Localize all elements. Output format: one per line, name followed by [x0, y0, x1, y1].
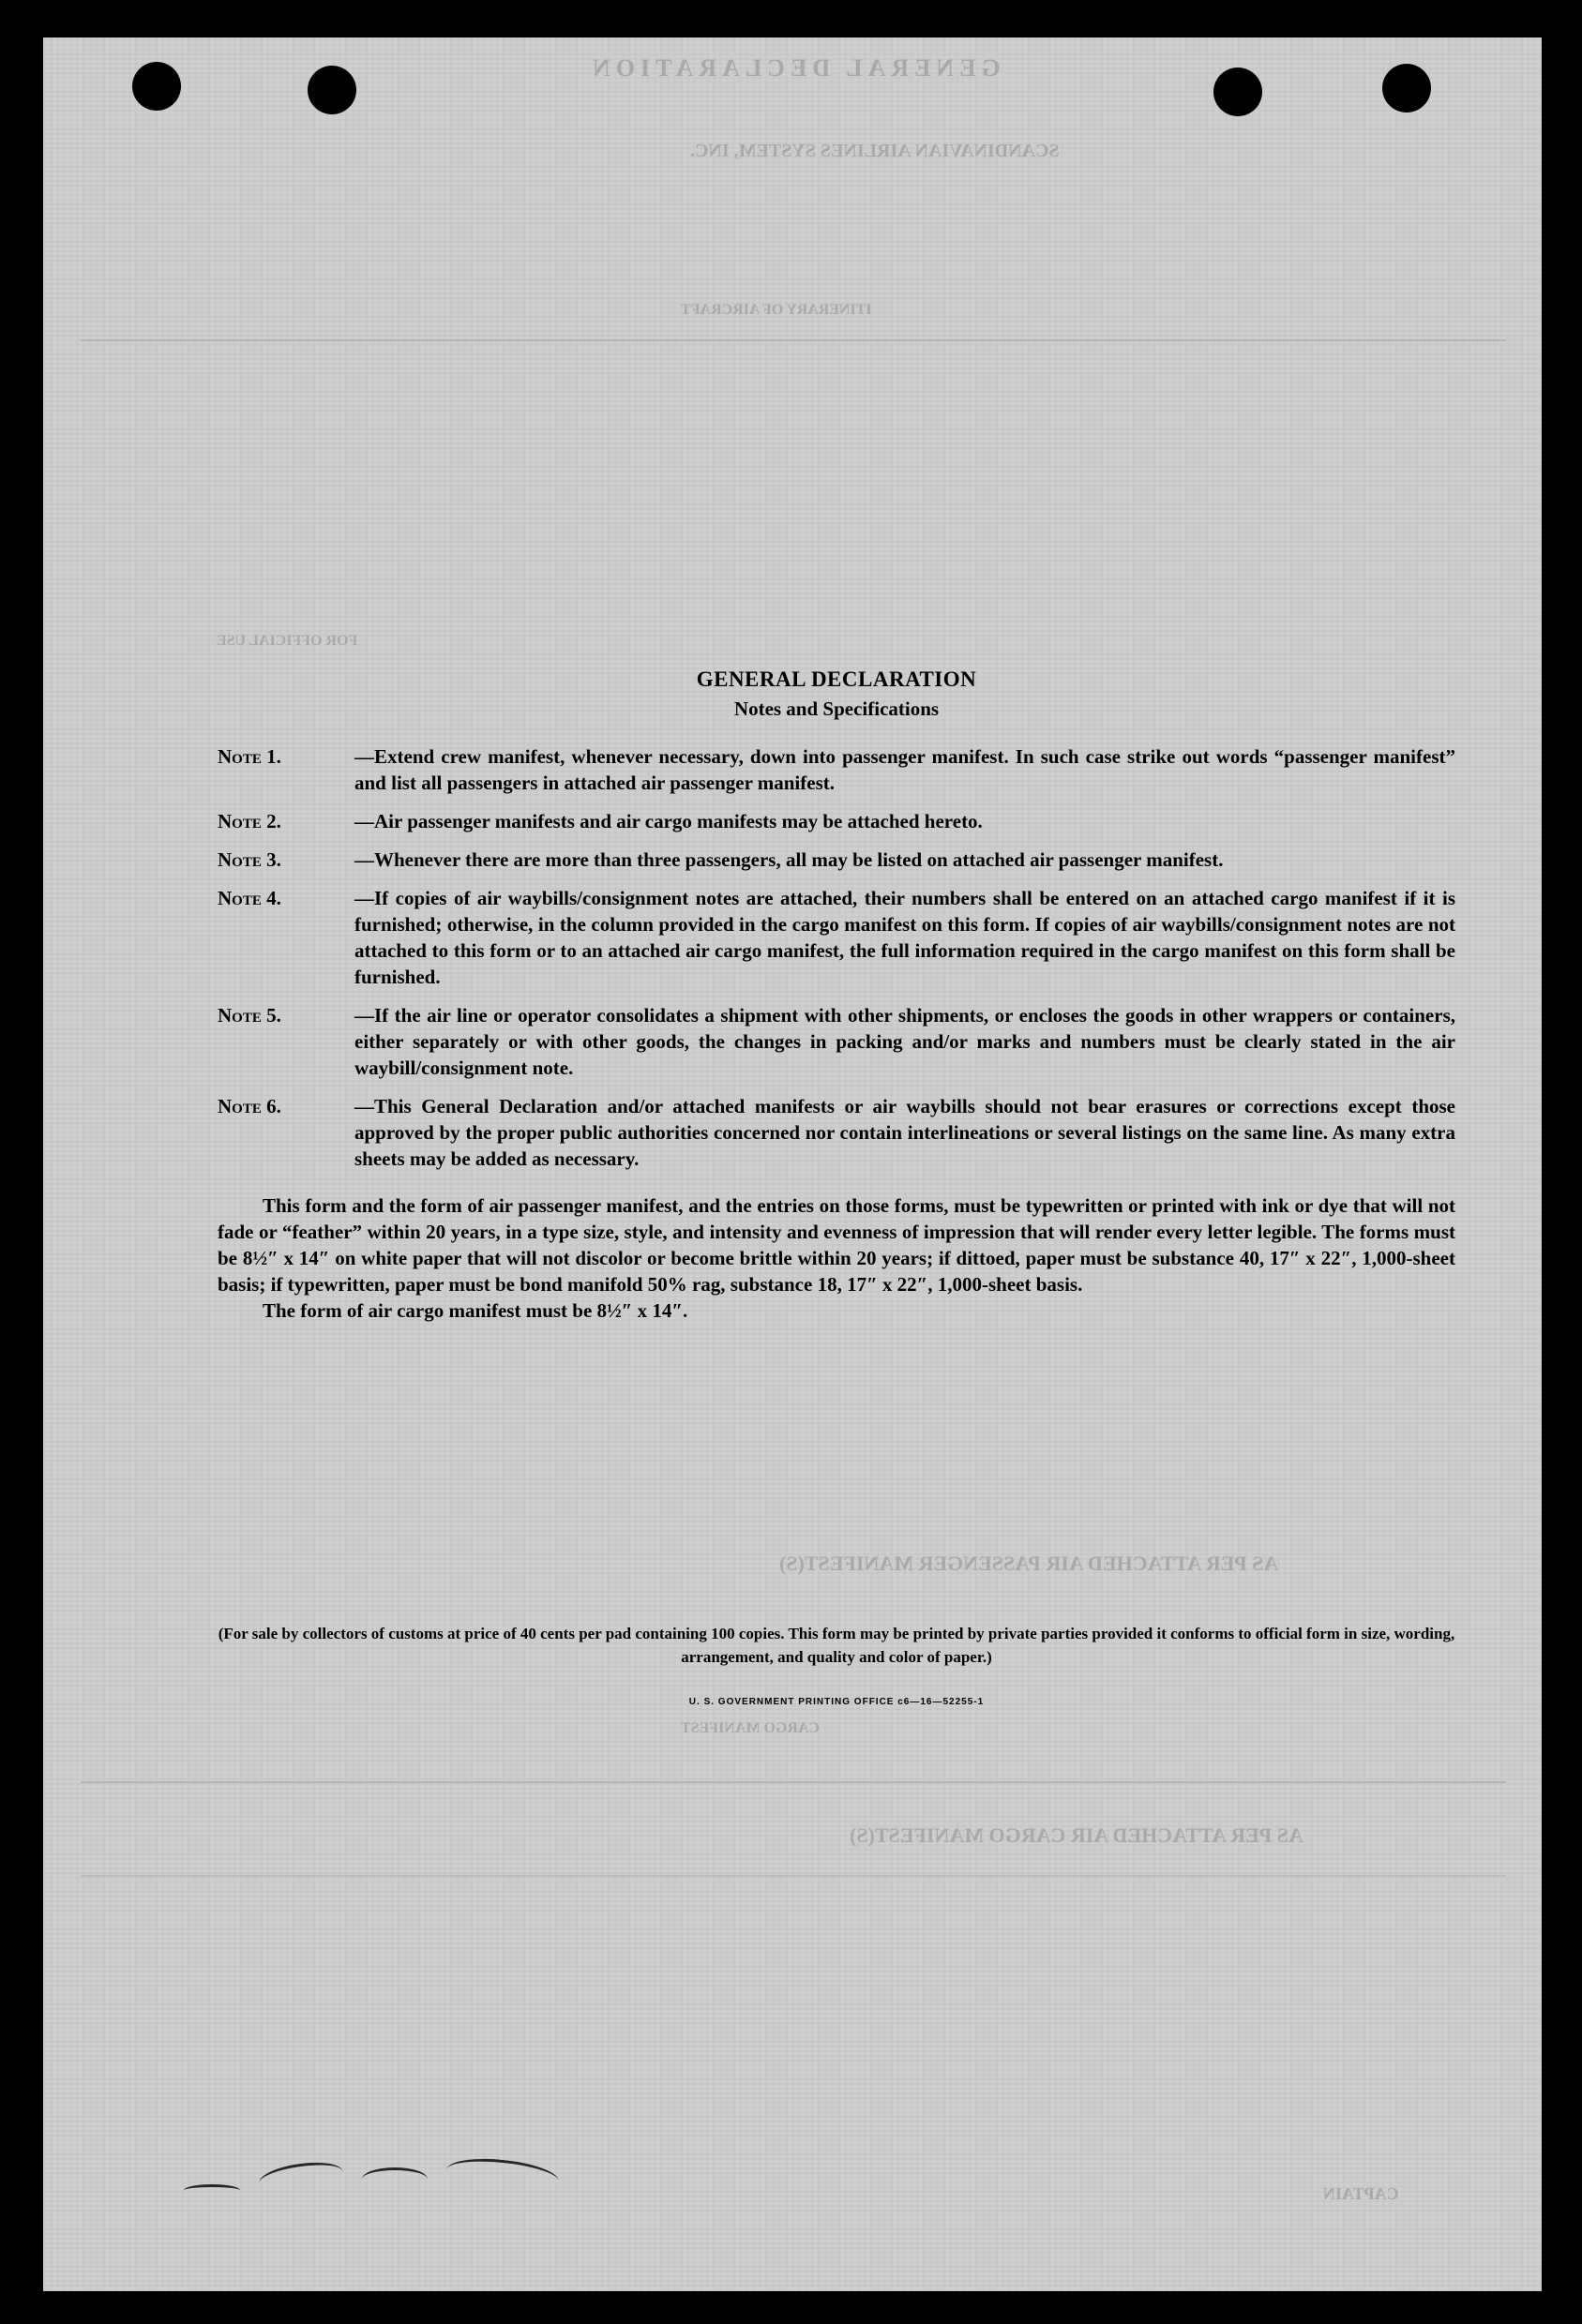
note-label: Note 5. — [218, 1004, 281, 1027]
ghost-rule — [81, 1781, 1506, 1783]
note-label: Note 6. — [218, 1095, 281, 1117]
document-page — [43, 37, 1542, 2291]
cargo-manifest-size-line: The form of air cargo manifest must be 8½″ x 14″. — [263, 1299, 688, 1322]
signature — [184, 2156, 606, 2194]
punch-hole-right-1 — [1213, 67, 1262, 116]
ghost-rule — [81, 1875, 1506, 1877]
ghost-cargo-manifest: AS PER ATTACHED AIR CARGO MANIFEST(S) — [850, 1823, 1303, 1847]
notes-section — [218, 667, 1455, 1324]
ghost-header: GENERAL DECLARATION — [587, 54, 1001, 82]
ghost-rule — [81, 339, 1506, 341]
note-1 — [218, 743, 1455, 796]
note-4 — [218, 885, 1455, 990]
page-subtitle: Notes and Specifications — [733, 697, 940, 720]
note-text: —This General Declaration and/or attached manifests or air waybills should not bear erasures or corrections except those approved by the proper public authorities concerned nor contain interlineations or several listings on the same line. As many extra sheets may be added as necessary. — [354, 1095, 1455, 1170]
ghost-official-use: FOR OFFICIAL USE — [217, 633, 358, 649]
note-6 — [218, 1093, 1455, 1172]
note-5 — [218, 1002, 1455, 1081]
note-text: —Air passenger manifests and air cargo manifests may be attached hereto. — [354, 810, 983, 832]
page-title: GENERAL DECLARATION — [696, 667, 977, 691]
ghost-passenger-manifest: AS PER ATTACHED AIR PASSENGER MANIFEST(S) — [779, 1552, 1279, 1575]
note-label: Note 4. — [218, 887, 281, 909]
sale-notice: (For sale by collectors of customs at price of 40 cents per pad containing 100 copies. This form may be printed by private parties provided it conforms to official form in size, wording, arrangement, and quality and color of paper.) — [218, 1625, 1455, 1666]
note-text: —If the air line or operator consolidates a shipment with other shipments, or encloses the goods in other wrappers or containers, either separately or with other goods, the changes in packing and/or marks and numbers must be clearly stated in the air waybill/consignment note. — [354, 1004, 1455, 1079]
note-3 — [218, 847, 1455, 873]
punch-hole-left-1 — [132, 62, 181, 111]
note-2 — [218, 808, 1455, 834]
note-label: Note 2. — [218, 810, 281, 832]
ghost-itinerary: ITINERARY OF AIRCRAFT — [681, 302, 872, 318]
note-label: Note 3. — [218, 848, 281, 871]
punch-hole-left-2 — [308, 66, 356, 114]
ghost-operator: SCANDINAVIAN AIRLINES SYSTEM, INC. — [690, 141, 1060, 161]
printer-line: U. S. GOVERNMENT PRINTING OFFICE c6—16—52255-1 — [688, 1697, 985, 1707]
ghost-captain: CAPTAIN — [1323, 2184, 1399, 2203]
note-text: —If copies of air waybills/consignment notes are attached, their numbers shall be entered on an attached cargo manifest if it is furnished; otherwise, in the column provided in the cargo manifest on this form. If copies of air waybills/consignment notes are not attached to this form or to an attached air cargo manifest, the full information required in the cargo manifest on this form shall be furnished. — [354, 887, 1455, 988]
note-label: Note 1. — [218, 745, 281, 768]
punch-hole-right-2 — [1382, 64, 1431, 112]
note-text: —Extend crew manifest, whenever necessary, down into passenger manifest. In such case strike out words “passenger manifest” and list all passengers in attached air passenger manifest. — [354, 745, 1455, 794]
ghost-cargo-heading: CARGO MANIFEST — [681, 1720, 821, 1736]
note-text: —Whenever there are more than three passengers, all may be listed on attached air passenger manifest. — [354, 848, 1224, 871]
specification-paragraph: This form and the form of air passenger manifest, and the entries on those forms, must be typewritten or printed with ink or dye that will not fade or “feather” within 20 years, in a type size, style, and intensity and evenness of impression that will render every letter legible. The forms must be 8½″ x 14″ on white paper that will not discolor or become brittle within 20 years; if dittoed, paper must be substance 40, 17″ x 22″, 1,000-sheet basis; if typewritten, paper must be bond manifold 50% rag, substance 18, 17″ x 22″, 1,000-sheet basis. — [218, 1194, 1455, 1296]
